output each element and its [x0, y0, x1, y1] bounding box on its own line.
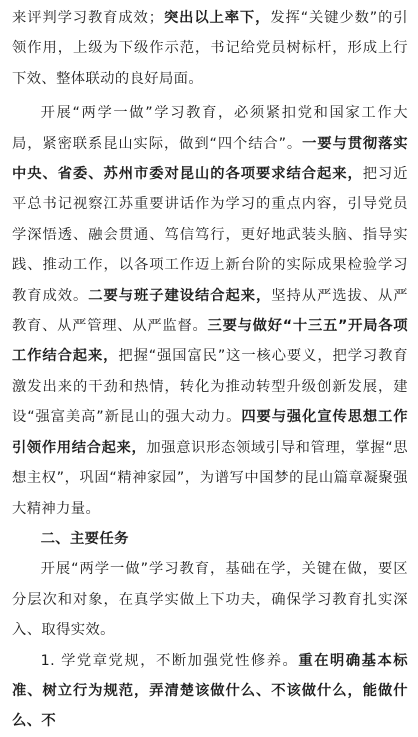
p2-seg-6: 三要与做好“十三五”开局各项工作结合起来，	[12, 318, 408, 365]
p1-seg-1: 来评判学习教育成效；	[12, 10, 164, 26]
p2-seg-9: 加强意识形态领域引导和管理，掌握“思想主权”，巩固“精神家园”，为谱写中国梦的昆山篇章凝聚强大精神力量。	[12, 439, 408, 517]
paragraph-3: 开展“两学一做”学习教育，基础在学，关键在做，要区分层次和对象，在真学实做上下功夫，确保学习教育扎实深入、取得实效。	[12, 561, 408, 639]
p2-seg-8: 四要与强化宣传思想工作引领作用结合起来，	[12, 409, 408, 456]
section-heading: 二、主要任务	[40, 530, 129, 547]
paragraph-1	[12, 3, 408, 94]
p4-lead: 1. 学党章党规，不断加强党性修养。	[40, 652, 299, 669]
p2-seg-4: 二要与班子建设结合起来，	[88, 287, 272, 304]
p1-seg-3: 发挥“关键少数”的引领作用，上级为下级作示范，书记给党员树标杆，形成上行下效、整体联动的良好局面。	[12, 10, 408, 87]
p2-seg-1: 开展“两学一做”学习教育，必须紧扣党和国家工作大局，紧密联系昆山实际，做到“四个结合”。	[12, 105, 408, 152]
p2-seg-5: 坚持从严选拔、从严教育、从严管理、从严监督。	[12, 287, 408, 335]
p2-seg-7: 把握“强国富民”这一核心要义，把学习教育激发出来的干劲和热情，转化为推动转型升级创新发展，建设“强富美高”新昆山的强大动力。	[12, 348, 408, 426]
p2-seg-2: 一要与贯彻落实中央、省委、苏州市委对昆山的各项要求结合起来，	[12, 135, 408, 183]
p1-seg-2: 突出以上率下，	[163, 10, 271, 26]
paragraph-4	[12, 646, 408, 737]
p4-bold: 重在明确基本标准、树立行为规范，弄清楚该做什么、不该做什么，能做什么、不	[12, 652, 408, 730]
paragraph-2	[12, 98, 408, 524]
p2-seg-3: 把习近平总书记视察江苏重要讲话作为学习的重点内容，引导党员学深悟透、融会贯通、笃信笃行，更好地武装头脑、指导实践、推动工作，以各项工作迈上新台阶的实际成果检验学习教育成效。	[12, 166, 408, 304]
